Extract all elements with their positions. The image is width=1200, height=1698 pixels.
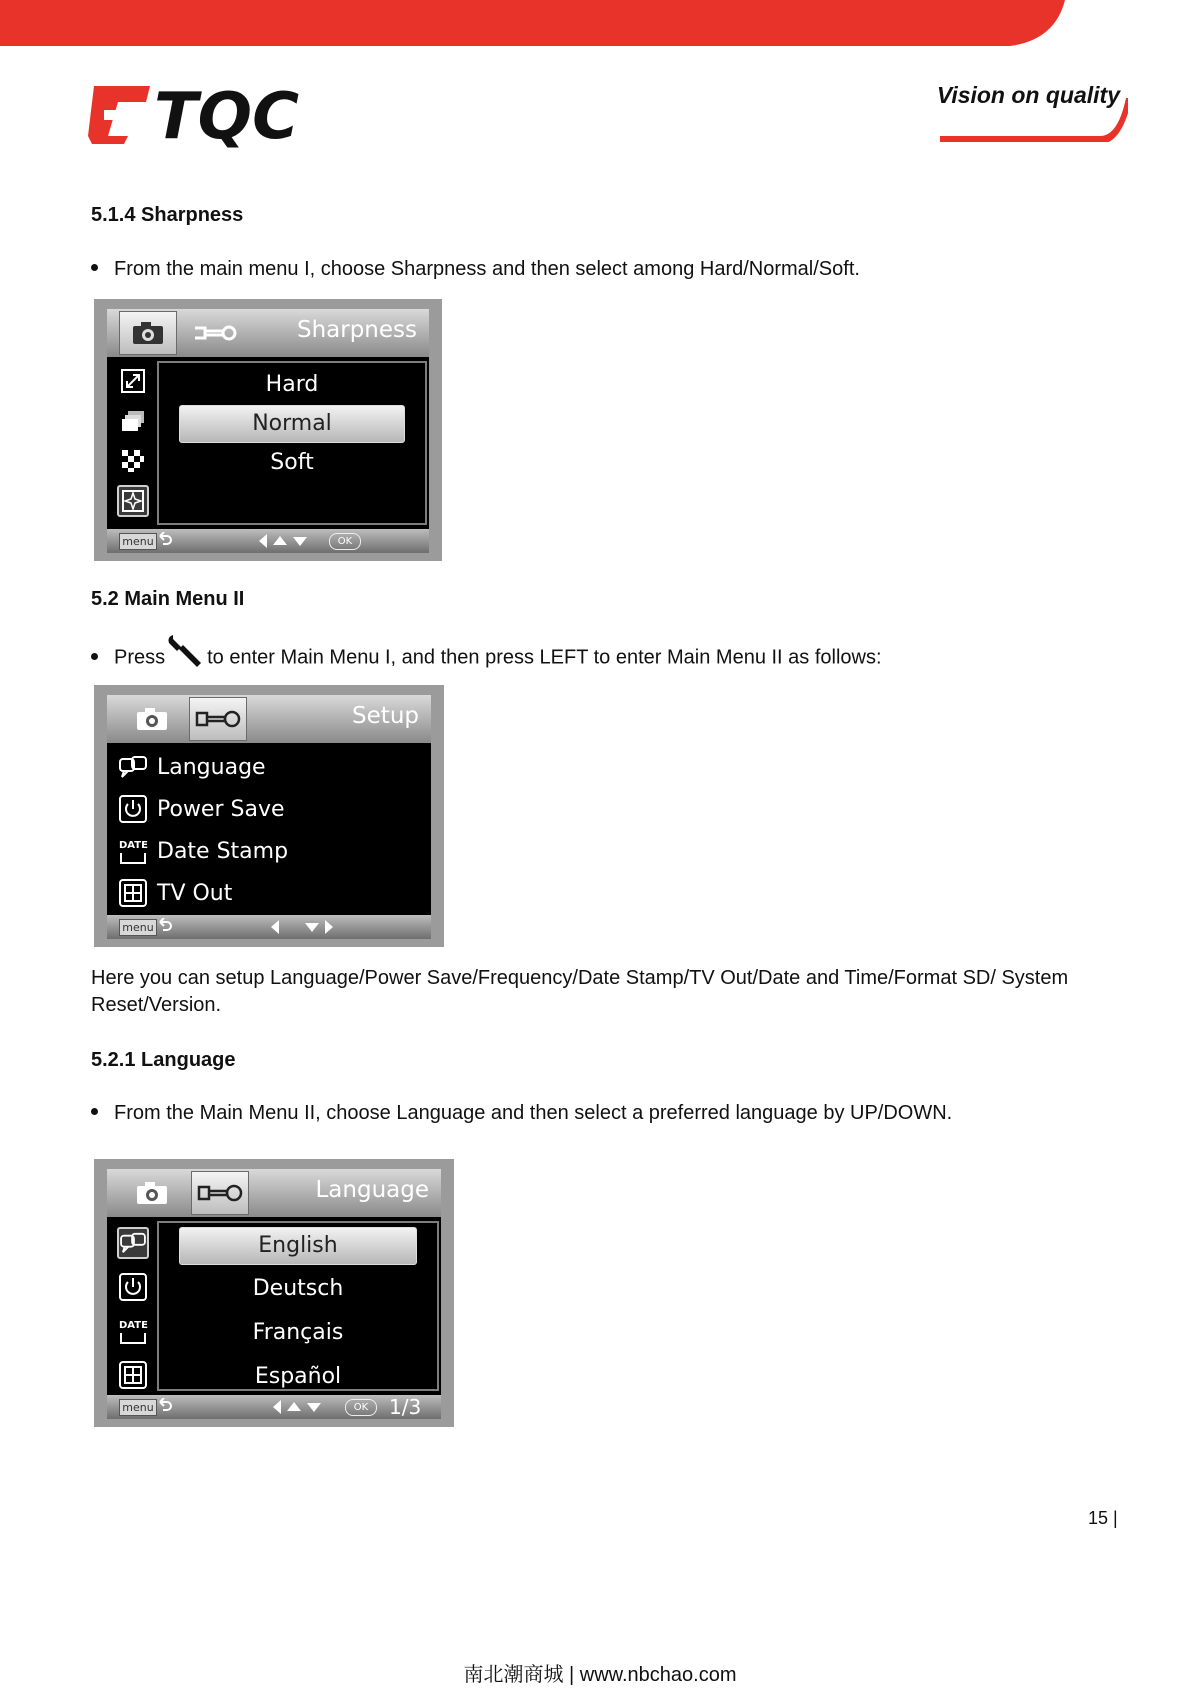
language-footer: [107, 1395, 441, 1419]
wrench-icon: [167, 635, 205, 669]
setup-item-language-label: Language: [157, 754, 266, 780]
bullet-dot: [91, 1108, 98, 1115]
tab-setup[interactable]: [189, 697, 247, 741]
tab-camera[interactable]: [119, 311, 177, 355]
screen-title: Language: [315, 1177, 429, 1203]
ok-button[interactable]: OK: [345, 1399, 377, 1416]
svg-text:DATE: DATE: [119, 1320, 148, 1331]
svg-text:TQC: TQC: [154, 82, 300, 148]
tab-camera[interactable]: [123, 697, 181, 741]
bullet-language-text: From the Main Menu II, choose Language and then select a preferred language by UP/DOWN.: [114, 1102, 953, 1124]
option-francais[interactable]: Français: [252, 1320, 344, 1345]
menu-button[interactable]: menu: [119, 919, 157, 936]
menu-button[interactable]: menu: [119, 533, 157, 550]
setup-item-language[interactable]: [117, 749, 266, 785]
resolution-icon[interactable]: [117, 365, 149, 397]
setup-description: Here you can setup Language/Power Save/Frequency/Date Stamp/TV Out/Date and Time/Format SD/ System Reset/Version.: [91, 967, 1069, 1016]
setup-tabbar: [107, 695, 431, 743]
camera-icon: [131, 320, 165, 346]
nav-arrows-icon: [259, 533, 309, 549]
power-icon[interactable]: [117, 1271, 149, 1303]
tv-out-icon[interactable]: [117, 1359, 149, 1391]
menu-button[interactable]: menu: [119, 1399, 157, 1416]
quality-icon[interactable]: [117, 445, 149, 477]
back-arrow-icon: [157, 1398, 173, 1416]
nav-arrows-icon: [273, 1399, 323, 1415]
bullet-press-text: Press: [114, 646, 166, 669]
ok-button[interactable]: OK: [329, 533, 361, 550]
page-indicator: 1/3: [389, 1395, 422, 1419]
bullet-main-menu-2-text: to enter Main Menu I, and then press LEFT to enter Main Menu II as follows:: [207, 646, 882, 669]
setup-item-date-stamp[interactable]: [117, 833, 288, 869]
setup-item-power-save[interactable]: [117, 791, 285, 827]
tqc-logo: [84, 82, 364, 148]
option-english[interactable]: English: [179, 1227, 417, 1265]
sharpness-options: [157, 361, 427, 525]
power-icon: [117, 793, 149, 825]
tab-setup[interactable]: [191, 1171, 249, 1215]
setup-item-tv-out[interactable]: [117, 875, 232, 911]
wrench-icon: [193, 707, 243, 731]
date-icon: [117, 835, 149, 867]
bullet-sharpness-text: From the main menu I, choose Sharpness and then select among Hard/Normal/Soft.: [114, 258, 860, 280]
date-icon[interactable]: [117, 1315, 149, 1347]
sharpness-screen: [94, 299, 442, 561]
language-icon[interactable]: [117, 1227, 149, 1259]
bullet-sharpness: [91, 258, 860, 281]
language-tabbar: [107, 1169, 441, 1217]
language-screen: [94, 1159, 454, 1427]
tagline: Vision on quality: [936, 82, 1120, 108]
camera-icon: [135, 706, 169, 732]
nav-arrows-icon: [271, 919, 341, 935]
language-options: [157, 1221, 439, 1391]
setup-item-power-save-label: Power Save: [157, 796, 285, 822]
setup-item-tv-out-label: TV Out: [157, 880, 233, 906]
sharpness-side-icons: [107, 357, 157, 529]
option-hard[interactable]: Hard: [265, 372, 319, 397]
option-deutsch[interactable]: Deutsch: [252, 1276, 344, 1301]
bullet-language: [91, 1102, 952, 1125]
heading-language: 5.2.1 Language: [91, 1049, 236, 1071]
bullet-dot: [91, 264, 98, 271]
back-arrow-icon: [157, 532, 173, 550]
wrench-icon: [195, 1181, 245, 1205]
sharpness-footer: [107, 529, 429, 553]
setup-footer: [107, 915, 431, 939]
language-side-icons: [107, 1217, 157, 1395]
bullet-main-menu-2: [91, 641, 882, 675]
setup-screen: [94, 685, 444, 947]
tv-out-icon: [117, 877, 149, 909]
tagline-swoosh: [928, 92, 1128, 142]
bullet-dot: [91, 653, 98, 660]
camera-icon: [135, 1180, 169, 1206]
sharpness-tabbar: [107, 309, 429, 357]
tagline-block: [920, 82, 1140, 148]
burst-icon[interactable]: [117, 405, 149, 437]
wrench-icon: [193, 322, 239, 344]
screen-title: Setup: [352, 703, 419, 729]
tab-setup[interactable]: [187, 311, 245, 355]
heading-sharpness: 5.1.4 Sharpness: [91, 204, 244, 226]
screen-title: Sharpness: [296, 317, 417, 343]
option-normal[interactable]: Normal: [179, 405, 405, 443]
back-arrow-icon: [157, 918, 173, 936]
setup-item-date-stamp-label: Date Stamp: [157, 838, 289, 864]
language-icon: [117, 751, 149, 783]
option-soft[interactable]: Soft: [270, 450, 314, 475]
page-number: 15 |: [1088, 1508, 1118, 1528]
option-espanol[interactable]: Español: [254, 1364, 342, 1389]
footer-text[interactable]: 南北潮商城 | www.nbchao.com: [463, 1664, 737, 1686]
heading-main-menu-2: 5.2 Main Menu II: [91, 588, 245, 610]
top-banner: [0, 0, 1200, 48]
tab-camera[interactable]: [123, 1171, 181, 1215]
sharpness-icon[interactable]: [117, 485, 149, 517]
svg-text:DATE: DATE: [119, 840, 148, 851]
